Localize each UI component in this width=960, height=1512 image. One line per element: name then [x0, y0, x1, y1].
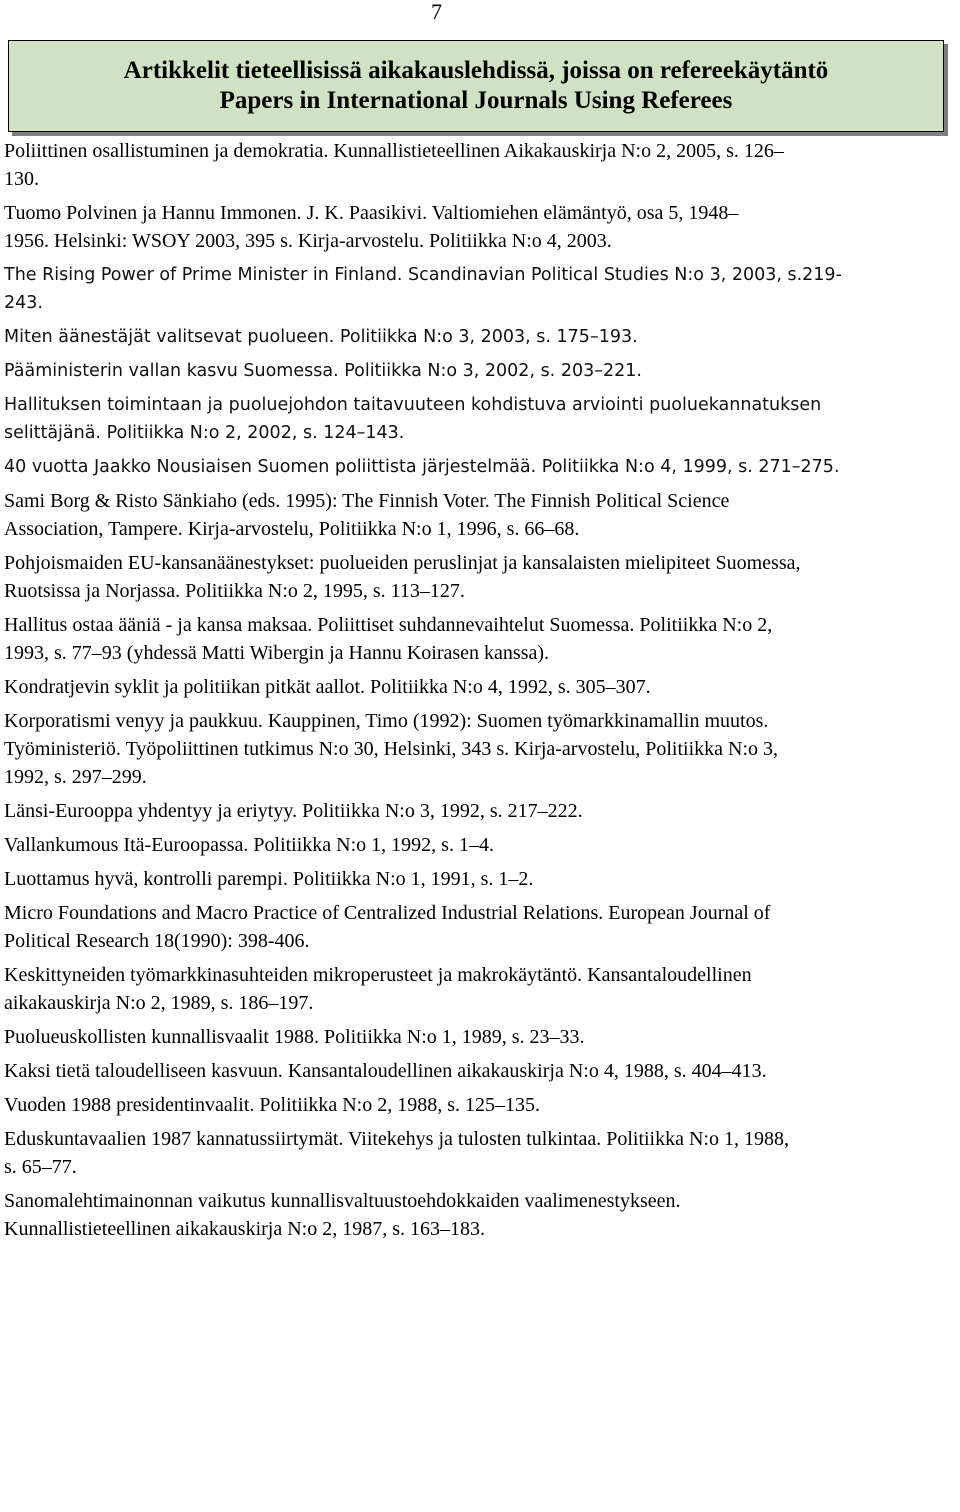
page-number: 7 — [431, 0, 442, 24]
publication-entry: The Rising Power of Prime Minister in Finland. Scandinavian Political Studies N:o 3, 2003, s.219- 243. — [4, 265, 842, 313]
publication-entry: Kondratjevin syklit ja politiikan pitkät aallot. Politiikka N:o 4, 1992, s. 305–307. — [4, 676, 651, 698]
publication-entry: Micro Foundations and Macro Practice of Centralized Industrial Relations. European Journal of Political Research 18(1990): 398-406. — [4, 902, 771, 952]
publication-entry: Pohjoismaiden EU-kansanäänestykset: puolueiden peruslinjat ja kansalaisten mielipiteet Suomessa, Ruotsissa ja Norjassa. Politiikka N:o 2, 1995, s. 113–127. — [4, 552, 801, 602]
publication-entry: Poliittinen osallistuminen ja demokratia. Kunnallistieteellinen Aikakauskirja N:o 2, 2005, s. 126– 130. — [4, 140, 784, 190]
publication-entry: Keskittyneiden työmarkkinasuhteiden mikroperusteet ja makrokäytäntö. Kansantaloudellinen aikakauskirja N:o 2, 1989, s. 186–197. — [4, 964, 752, 1014]
publication-entry: Eduskuntavaalien 1987 kannatussiirtymät. Viitekehys ja tulosten tulkintaa. Politiikka N:o 1, 1988, s. 65–77. — [4, 1128, 789, 1178]
publication-entry: Vuoden 1988 presidentinvaalit. Politiikka N:o 2, 1988, s. 125–135. — [4, 1094, 540, 1116]
publication-entry: Korporatismi venyy ja paukkuu. Kauppinen, Timo (1992): Suomen työmarkkinamallin muutos. Työministeriö. Työpoliittinen tutkimus N:o 30, Helsinki, 343 s. Kirja-arvostelu, Politiikka N:o 3, 1992, s. 297–299. — [4, 710, 779, 788]
publication-entry: Pääministerin vallan kasvu Suomessa. Politiikka N:o 3, 2002, s. 203–221. — [4, 361, 642, 381]
publication-entry: Länsi-Eurooppa yhdentyy ja eriytyy. Politiikka N:o 3, 1992, s. 217–222. — [4, 800, 583, 822]
publication-entry: 40 vuotta Jaakko Nousiaisen Suomen poliittista järjestelmää. Politiikka N:o 4, 1999, s. 271–275. — [4, 457, 840, 477]
publication-entry: Sanomalehtimainonnan vaikutus kunnallisvaltuustoehdokkaiden vaalimenestykseen. Kunnallistieteellinen aikakauskirja N:o 2, 1987, s. 163–183. — [4, 1190, 681, 1240]
publication-entry: Puolueuskollisten kunnallisvaalit 1988. Politiikka N:o 1, 1989, s. 23–33. — [4, 1026, 585, 1048]
publication-list — [4, 137, 960, 1249]
publication-entry: Hallitus ostaa ääniä - ja kansa maksaa. Poliittiset suhdannevaihtelut Suomessa. Politiikka N:o 2, 1993, s. 77–93 (yhdessä Matti Wibergin ja Hannu Koirasen kanssa). — [4, 614, 773, 664]
section-title-finnish: Artikkelit tieteellisissä aikakauslehdissä, joissa on refereekäytäntö — [123, 57, 829, 84]
section-title-english: Papers in International Journals Using Referees — [219, 87, 733, 114]
publication-entry: Hallituksen toimintaan ja puoluejohdon taitavuuteen kohdistuva arviointi puoluekannatuksen selittäjänä. Politiikka N:o 2, 2002, s. 124–143. — [4, 395, 822, 443]
publication-entry: Kaksi tietä taloudelliseen kasvuun. Kansantaloudellinen aikakauskirja N:o 4, 1988, s. 404–413. — [4, 1060, 767, 1082]
section-header — [8, 40, 944, 132]
publication-entry: Luottamus hyvä, kontrolli parempi. Politiikka N:o 1, 1991, s. 1–2. — [4, 868, 534, 890]
publication-entry: Tuomo Polvinen ja Hannu Immonen. J. K. Paasikivi. Valtiomiehen elämäntyö, osa 5, 1948– 1956. Helsinki: WSOY 2003, 395 s. Kirja-arvostelu. Politiikka N:o 4, 2003. — [4, 202, 739, 252]
publication-entry: Sami Borg & Risto Sänkiaho (eds. 1995): The Finnish Voter. The Finnish Political Science Association, Tampere. Kirja-arvostelu, Politiikka N:o 1, 1996, s. 66–68. — [4, 490, 730, 540]
publication-entry: Miten äänestäjät valitsevat puolueen. Politiikka N:o 3, 2003, s. 175–193. — [4, 327, 638, 347]
publication-entry: Vallankumous Itä-Euroopassa. Politiikka N:o 1, 1992, s. 1–4. — [4, 834, 494, 856]
